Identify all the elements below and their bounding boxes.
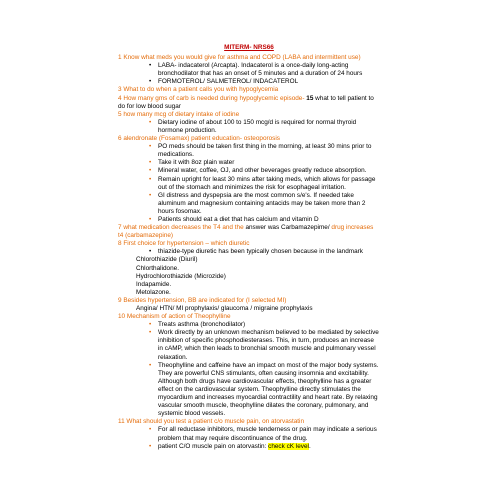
list-item: • FORMOTEROL/ SALMETEROL/ INDACATEROL [118, 78, 380, 86]
list-item: • GI distress and dyspepsia are the most common s/e's. If needed take aluminum and magnesium containing antacids may be taken more than 2 hours fosomax. [118, 192, 380, 216]
list-item: • Remain upright for least 30 mins after taking meds, which allows for passage out of the stomach and minimizes the risk for esophageal irritation. [118, 176, 380, 192]
list-item: • Patients should eat a diet that has calcium and vitamin D [118, 216, 380, 224]
question-7 [118, 224, 380, 240]
list-item: • LABA- indacaterol (Arcapta). Indacaterol is a once-daily long-acting bronchodilator that has an onset of 5 minutes and a duration of 24 hours [118, 62, 380, 78]
answer-9: Angina/ HTN/ MI prophylaxis/ glaucoma / migraine prophylaxis [136, 305, 313, 312]
highlighted-answer: check cK level [268, 442, 309, 450]
list-item: • Work directly by an unknown mechanism believed to be mediated by selective inhibition of specific phosphodiesterases. This, in turn, produces an increase in cAMP, which then leads to bronchial smooth muscle and pulmonary vessel relaxation. [118, 329, 380, 361]
answer-list-10 [118, 321, 380, 418]
question-3: 3 What to do when a patient calls you with hypoglycemia [118, 86, 279, 94]
list-item: • Take it with 8oz plain water [118, 159, 380, 167]
list-item: • Theophylline and caffeine have an impact on most of the major body systems. They are powerful CNS stimulants, often causing insomnia and excitability. Although both drugs have cardiovascular effects, theophylline has a greater effect on the cardiovascular system. Theophylline directly stimulates the myocardium and increases myocardial contractility and heart rate. By relaxing vascular smooth muscle, theophylline dilates the coronary, pulmonary, and systemic blood vessels. [118, 362, 380, 419]
diuretic-item: Chlorthalidone. [136, 264, 179, 272]
list-item: • Mineral water, coffee, OJ, and other beverages greatly reduce absorption. [118, 167, 380, 175]
question-9: 9 Besides hypertension, BB are indicated for (I selected MI) [118, 296, 287, 304]
list-item: • For all reductase inhibitors, muscle tenderness or pain may indicate a serious problem that may require discontinuance of the drug. [118, 426, 380, 442]
question-10: 10 Mechanism of action of Theophylline [118, 313, 231, 321]
question-8: 8 First choice for hypertension – which diuretic [118, 240, 250, 248]
answer-list-5 [118, 119, 380, 135]
diuretic-item: Hydrochlorothiazide (Microzide) [136, 272, 226, 280]
list-item: • Dietary iodine of about 100 to 150 mcg/d is required for normal thyroid hormone production. [118, 119, 380, 135]
question-7-tail: drug increases t4 (carbamazepine) [118, 224, 374, 240]
question-7-answer: answer was Carbamazepime/ [245, 224, 330, 232]
list-item-text: patient C/O muscle pain on atorvastin: [158, 442, 267, 450]
answer-list-6 [118, 143, 380, 224]
list-item: • thiazide-type diuretic has been typically chosen because in the landmark [118, 248, 380, 256]
diuretic-item: Indapamide. [136, 280, 172, 288]
answer-list-8 [118, 248, 380, 256]
diuretic-list [118, 256, 380, 296]
list-item: • PO meds should be taken first thing in the morning, at least 30 mins prior to medications. [118, 143, 380, 159]
diuretic-item: Chlorothiazide (Diuril) [136, 256, 198, 264]
diuretic-item: Metolazone. [136, 288, 171, 296]
document-page [118, 44, 380, 451]
question-6: 6 alendronate (Fosamax) patient education- osteoporosis [118, 135, 280, 143]
list-item: • Treats asthma (bronchodilator) [118, 321, 380, 329]
list-item [118, 443, 380, 451]
list-item-suffix: . [308, 442, 311, 450]
question-1: 1 Know what meds you would give for asthma and COPD (LABA and intermittent use) [118, 54, 361, 62]
question-5: 5 how many mcg of dietary intake of iodine [118, 110, 240, 118]
question-4-tail: what to tell patient to do for low blood sugar [118, 94, 374, 110]
question-4 [118, 95, 380, 111]
page-title: MITERM- NRS66 [224, 44, 274, 51]
question-4-text: 4 How many gms of carb is needed during hypoglycemic episode- [118, 94, 305, 102]
answer-list-11 [118, 426, 380, 450]
question-7-text: 7 what medication decreases the T4 and the [118, 224, 244, 232]
question-4-answer: 15 [306, 94, 314, 102]
question-11: 11 What should you test a patient c/o muscle pain, on atorvastatin [118, 418, 305, 426]
answer-list-1 [118, 62, 380, 86]
